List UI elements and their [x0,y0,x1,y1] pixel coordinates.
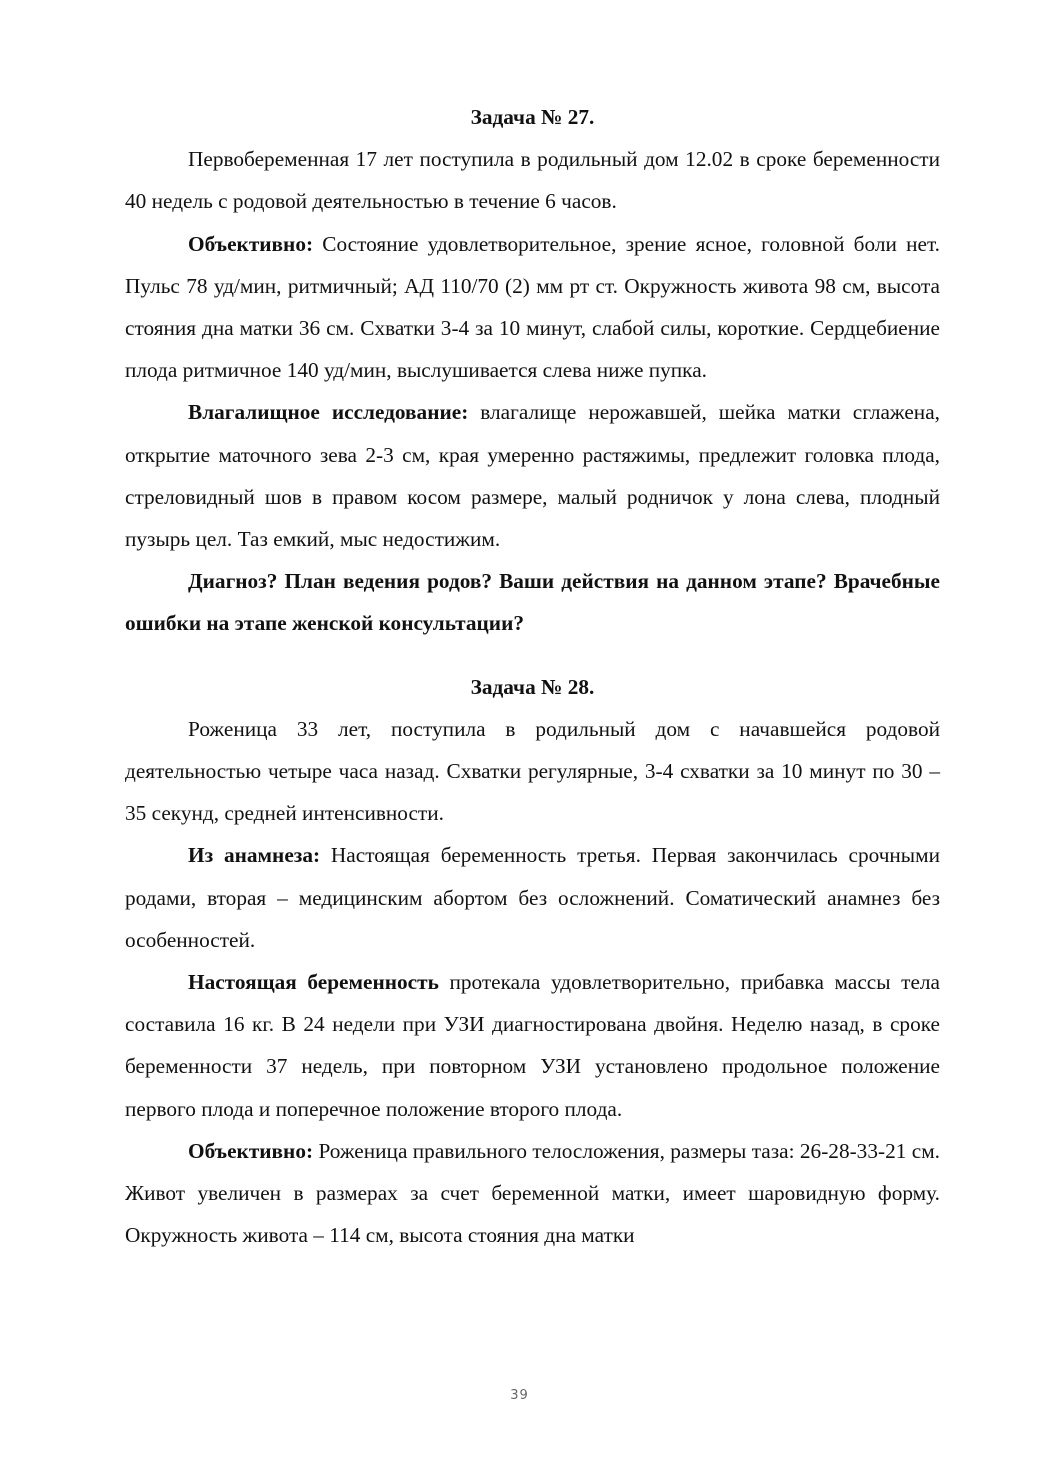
task-27-questions-text: Диагноз? План ведения родов? Ваши действия на данном этапе? Врачебные ошибки на этапе женской консультации? [125,569,940,636]
task-28-pregnancy [125,961,940,1130]
task-27 [125,96,940,645]
task-27-vaginal-text: влагалище нерожавшей, шейка матки сглажена, открытие маточного зева 2-3 см, края умеренно растяжимы, предлежит головка плода, стреловидный шов в правом косом размере, малый родничок у лона слева, плодный пузырь цел. Таз емкий, мыс недостижим. [125,400,940,552]
task-28-anamnesis-text: Настоящая беременность третья. Первая закончилась срочными родами, вторая – медицинским абортом без осложнений. Соматический анамнез без особенностей. [125,843,940,952]
task-27-intro: Первобеременная 17 лет поступила в родильный дом 12.02 в сроке беременности 40 недель с родовой деятельностью в течение 6 часов. [125,147,940,214]
task-28 [125,666,940,1257]
document-page [125,96,940,1256]
task-28-pregnancy-text: протекала удовлетворительно, прибавка массы тела составила 16 кг. В 24 недели при УЗИ диагностирована двойня. Неделю назад, в сроке беременности 37 недель, при повторном УЗИ установлено продольное положение первого плода и поперечное положение второго плода. [125,970,940,1121]
task-28-anamnesis-label: Из анамнеза: [188,843,321,868]
task-27-objective [125,223,940,392]
task-28-title: Задача № 28. [470,674,595,699]
task-28-anamnesis [125,834,940,961]
section-gap [125,645,940,666]
task-28-pregnancy-label: Настоящая беременность [188,970,439,995]
task-27-vaginal-label: Влагалищное исследование: [188,400,469,425]
task-27-vaginal-exam [125,391,940,560]
task-27-objective-label: Объективно: [188,231,314,256]
task-28-intro: Роженица 33 лет, поступила в родильный дом с начавшейся родовой деятельностью четыре часа назад. Схватки регулярные, 3-4 схватки за 10 минут по 30 – 35 секунд, средней интенсивности. [125,716,940,826]
task-27-title: Задача № 27. [470,105,595,129]
task-28-objective-text: Роженица правильного телосложения, размеры таза: 26-28-33-21 см. Живот увеличен в размерах за счет беременной матки, имеет шаровидную форму. Окружность живота – 114 см, высота стояния дна матки [125,1138,940,1248]
task-27-questions [125,560,940,644]
page-number: 39 [510,1388,529,1403]
task-28-objective [125,1130,940,1257]
task-28-objective-label: Объективно: [188,1138,314,1163]
task-27-objective-text: Состояние удовлетворительное, зрение ясное, головной боли нет. Пульс 78 уд/мин, ритмичный; АД 110/70 (2) мм рт ст. Окружность живота 98 см, высота стояния дна матки 36 см. Схватки 3-4 за 10 минут, слабой силы, короткие. Сердцебиение плода ритмичное 140 уд/мин, выслушивается слева ниже пупка. [125,231,940,383]
